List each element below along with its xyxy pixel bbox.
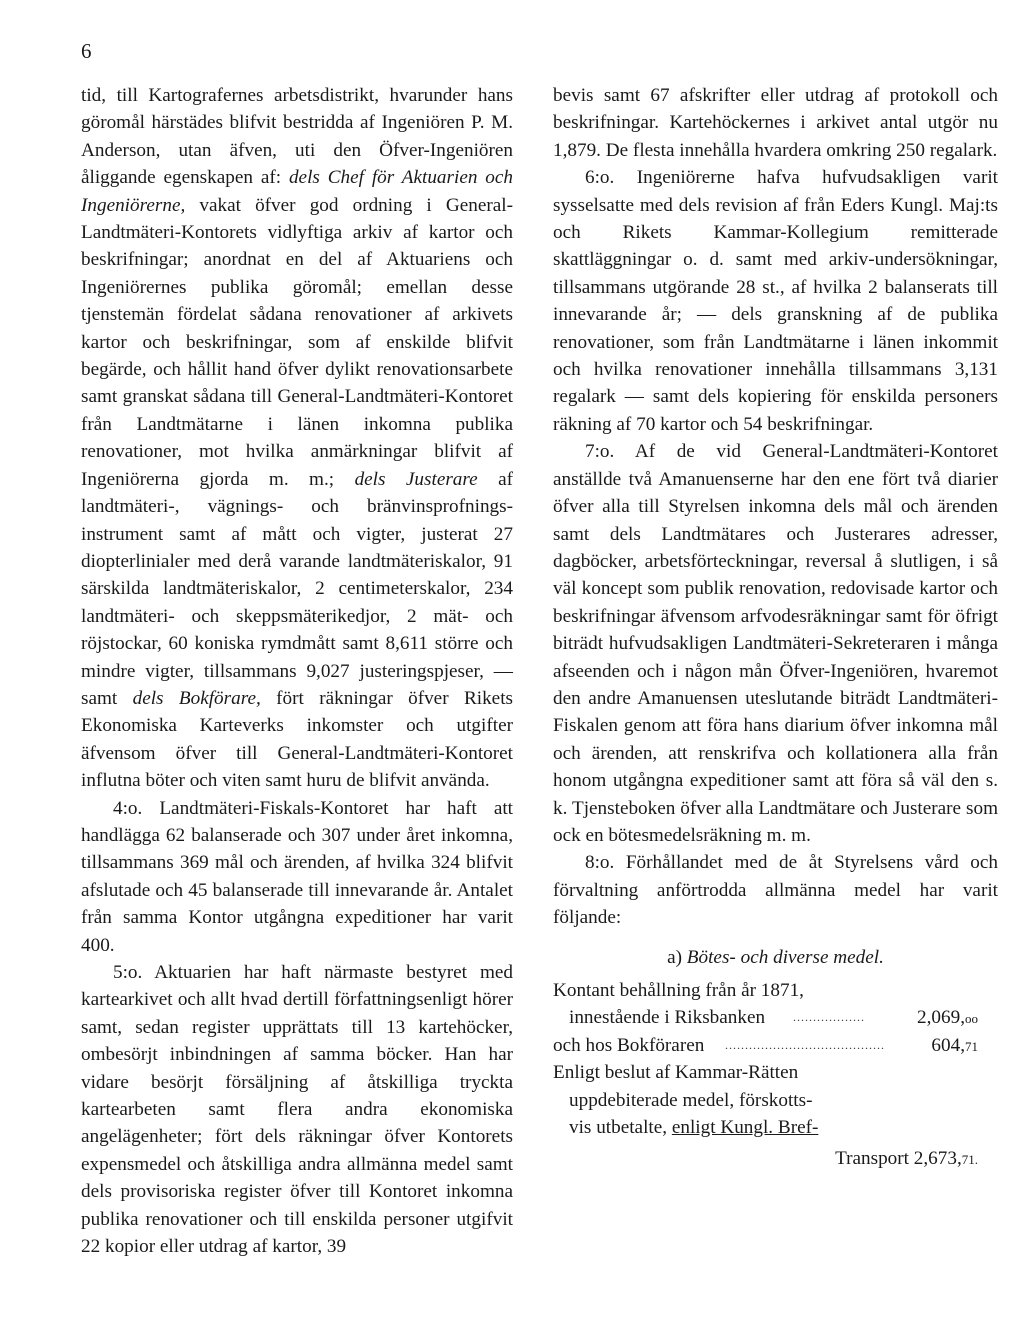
italic-text: dels Justerare <box>354 468 478 490</box>
account-amount: 604,71 <box>931 1034 978 1056</box>
subheading-title: Bötes- och diverse medel. <box>686 946 884 968</box>
account-label: uppdebiterade medel, förskotts- <box>569 1089 813 1111</box>
account-row <box>553 1004 998 1031</box>
account-label: vis utbetalte, enligt Kungl. Bref- <box>569 1116 819 1138</box>
paragraph <box>553 82 998 164</box>
account-amount: 2,069,oo <box>917 1007 978 1029</box>
italic-text: dels Bokförare, <box>132 687 261 709</box>
account-label: innestående i Riksbanken <box>569 1007 766 1029</box>
text-run: vakat öfver god ordning i General-Landtmäteri-Kontorets vidlyftiga arkiv af kartor och beskrifningar; anordnat en del af Aktuariens och Ingeniörernes publika göromål; emellan desse tjenstemän fördelat sådana renovationer af arkivets kartor och beskrifningar, som af enskilde blifvit begärde, och hållit hand öfver dylikt renovationsarbete samt granskat sådana till General-Landtmäteri-Kontoret från Landtmätarne i länen inkomna publika renovationer, mot hvilka anmärkningar blifvit af Ingeniörerna gjorda m. m.; <box>81 194 513 490</box>
account-row <box>553 977 998 1004</box>
transport-total: Transport 2,673,71. <box>835 1148 978 1170</box>
text-run: 5:o. Aktuarien har haft närmaste bestyret med kartearkivet och allt hvad dertill författningsenligt hörer samt, sedan register upprättats till 13 kartehöcker, ombesörjt inbindningen af samma böcker. Han har vidare besörjt försäljning af åtskilliga tryckta kartearbeten samt flera andra ekonomiska angelägenheter; fört dels räkningar öfver Kontorets expensmedel och åtskilliga andra allmänna medel samt dels provisoriska register öfver till Kontoret inkomna publika renovationer och till enskilda personer utgifvit 22 kopior eller utdrag af kartor, 39 <box>81 962 513 1258</box>
page-number: 6 <box>81 39 92 63</box>
text-run: 4:o. Landtmäteri-Fiskals-Kontoret har haft att handlägga 62 balanserade och 307 under året inkomna, tillsammans 369 mål och ärenden, af hvilka 324 blifvit afslutade och 45 balanserade till innevarande år. Antalet från samma Kontor utgångna expeditioner har varit 400. <box>81 797 513 956</box>
italic-text: dels Chef för Aktuarien och Ingeniörerne, <box>81 167 514 216</box>
paragraph <box>81 795 513 959</box>
account-row <box>553 1087 998 1114</box>
left-column <box>81 82 513 1260</box>
paragraph <box>553 164 998 438</box>
text-run: tid, till Kartografernes arbetsdistrikt, hvarunder hans göromål härstädes blifvit bestridda af Ingeniören P. M. Anderson, utan äfven, uti den Öfver-Ingeniören åliggande egenskapen af: <box>81 85 513 189</box>
right-column-paragraphs <box>553 82 998 932</box>
right-column <box>553 82 998 1174</box>
paragraph <box>553 849 998 931</box>
dot-leader: ........................................ <box>725 1037 885 1052</box>
account-row <box>553 1032 998 1059</box>
text-run: fört räkningar öfver Rikets Ekonomiska Karteverks inkomster och utgifter äfvensom öfver till General-Landtmäteri-Kontoret influtna böter och viten samt huru de blifvit använda. <box>81 687 513 792</box>
text-run: 8:o. Förhållandet med de åt Styrelsens vård och förvaltning anförtrodda allmänna medel har varit följande: <box>553 852 998 929</box>
paragraph <box>553 438 998 849</box>
text-run: af landtmäteri-, vägnings- och bränvinsprofnings-instrument samt af mått och vigter, justerat 27 diopterlinialer med derå varande landtmäteriskalor, 91 särskilda landtmäteriskalor, 2 centimeterskalor, 234 landtmäteri- och skeppsmäterikedjor, 2 mät- och röjstockar, 60 koniska rymdmått samt 8,611 större och mindre vigter, tillsammans 9,027 justeringspjeser, — samt <box>81 468 514 709</box>
account-subheading <box>553 944 998 971</box>
account-table <box>553 977 998 1174</box>
account-row <box>553 1114 998 1141</box>
dot-leader: .................. <box>793 1010 865 1025</box>
account-label: Kontant behållning från år 1871, <box>553 980 804 1001</box>
paragraph <box>81 82 513 795</box>
subheading-prefix: a) <box>667 946 682 968</box>
account-row <box>553 1059 998 1086</box>
paragraph <box>81 959 513 1260</box>
text-run: 6:o. Ingeniörerne hafva hufvudsakligen varit sysselsatte med dels revision af från Eders Kungl. Maj:ts och Rikets Kammar-Kollegium remitterade skattläggningar o. d. samt med arkiv-undersökningar, tillsammans utgörande 28 st., af hvilka 2 balanserats till innevarande år; — dels granskning af de publika renovationer, som från Landtmätarne i länen inkommit och hvilka renovationer innehålla tillsammans 3,131 regalark — samt dels kopiering för enskilda personers räkning af 70 kartor och 54 beskrifningar. <box>553 167 998 435</box>
account-label: och hos Bokföraren <box>553 1034 705 1056</box>
text-run: bevis samt 67 afskrifter eller utdrag af protokoll och beskrifningar. Kartehöckernes i arkivet antal utgör nu 1,879. De flesta innehålla hvardera omkring 250 regalark. <box>553 85 998 161</box>
account-label: Enligt beslut af Kammar-Rätten <box>553 1062 799 1084</box>
text-run: 7:o. Af de vid General-Landtmäteri-Kontoret anställde två Amanuenserne har den ene fört två diarier öfver alla till Styrelsen inkomna dels mål och ärenden samt dels Landtmätares och Justerares adresser, dagböcker, arbetsförteckningar, reversal å slutligen, i så väl koncept som publik renovation, redovisade kartor och beskrifningar äfvensom arfvodesräkningar samt för öfrigt biträdt hufvudsakligen Landtmäteri-Sekreteraren i många afseenden och i någon mån Öfver-Ingeniören, hvaremot den andre Amanuensen uteslutande biträdt Landtmäteri-Fiskalen genom att föra hans diarium öfver inkomna mål och ärenden, att renskrifva och kollationera alla från honom utgångna expeditioner samt att föra så väl den s. k. Tjensteboken öfver alla Landtmätare och Justerare som ock en bötesmedelsräkning m. m. <box>553 441 998 846</box>
